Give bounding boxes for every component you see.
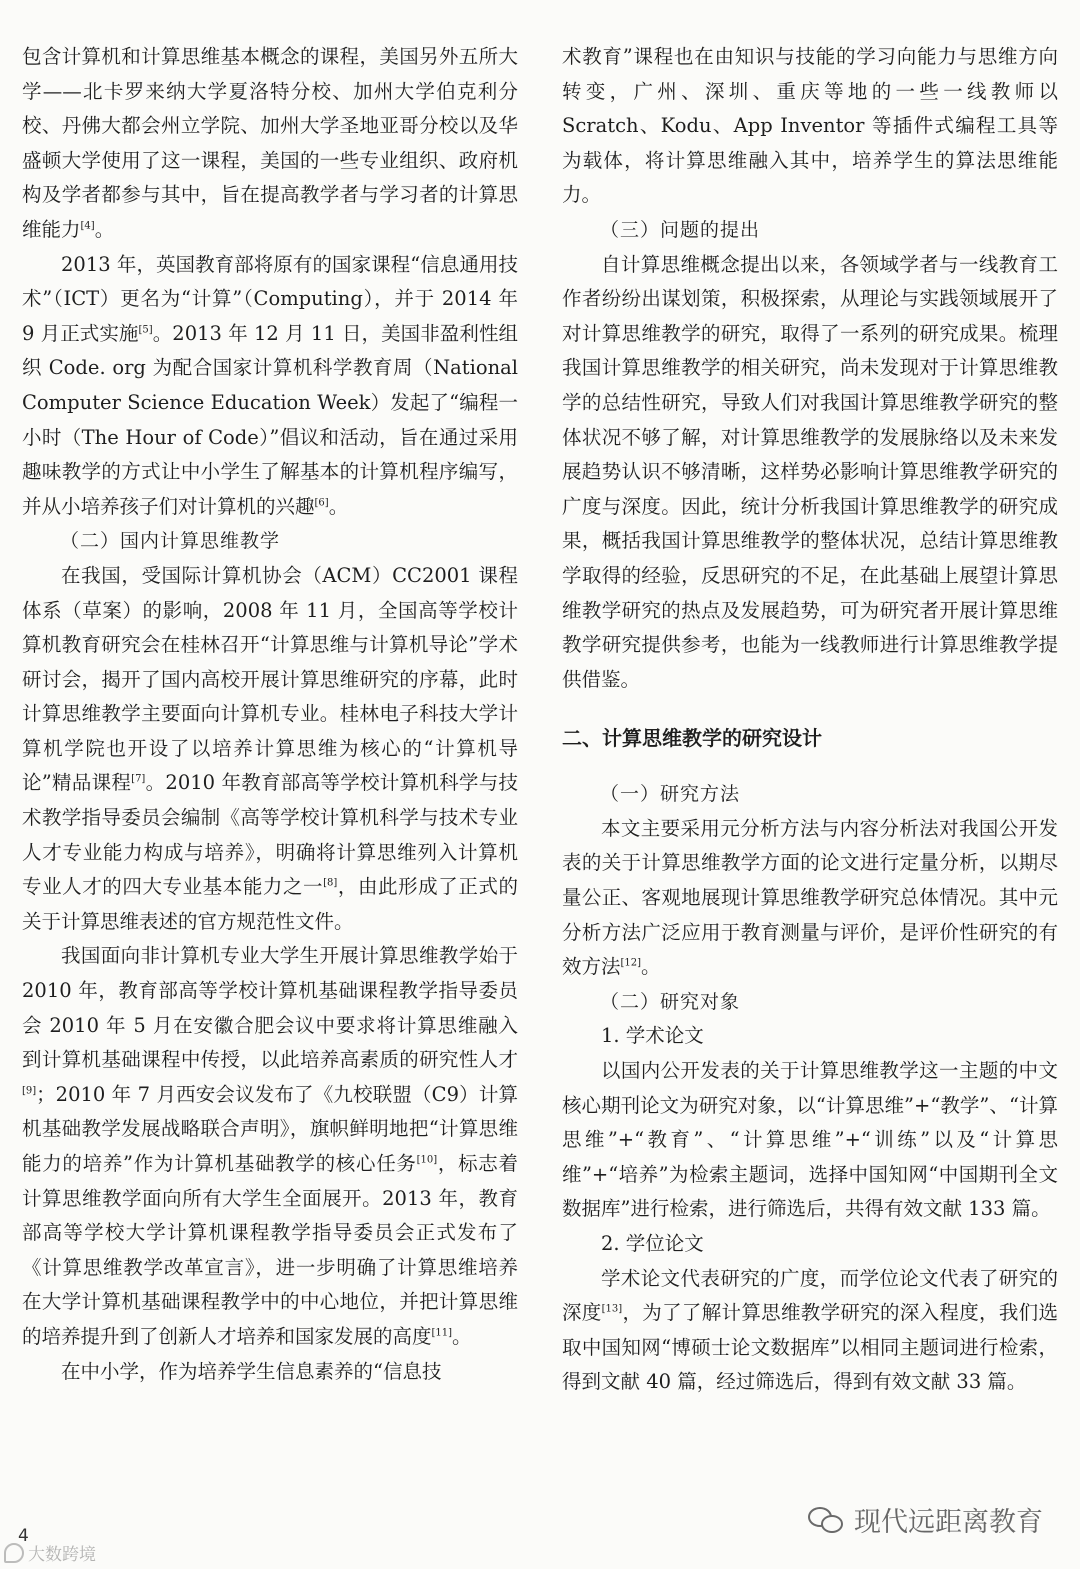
watermark-left-text: 大数跨境 [28, 1545, 96, 1565]
citation-ref: [13] [601, 1303, 623, 1315]
paragraph: 2013 年，英国教育部将原有的国家课程“信息通用技术”（ICT）更名为“计算”（Computing），并于 2014 年 9 月正式实施[5]。2013 年 12 月 11 日，美国非盈利性组织 Code. org 为配合国家计算机科学教育周（National Computer Science Education Week）发起了“编程一小时（The Hour of Code）”倡议和活动，旨在通过采用趣味教学的方式让中小学生了解基本的计算机程序编写，并从小培养孩子们对计算机的兴趣[6]。 [22, 252, 519, 518]
paragraph: 自计算思维概念提出以来，各领域学者与一线教育工作者纷纷出谋划策，积极探索，从理论与实践领域展开了对计算思维教学的研究，取得了一系列的研究成果。梳理我国计算思维教学的相关研究，尚未发现对于计算思维教学的总结性研究，导致人们对我国计算思维教学研究的整体状况不够了解，对计算思维教学的发展脉络以及未来发展趋势认识不够清晰，这样势必影响计算思维教学研究的广度与深度。因此，统计分析我国计算思维教学的研究成果，概括我国计算思维教学的整体状况，总结计算思维教学取得的经验，反思研究的不足，在此基础上展望计算思维教学研究的热点及发展趋势，可为研究者开展计算思维教学研究提供参考，也能为一线教师进行计算思维教学提供借鉴。 [562, 252, 1058, 691]
citation-ref: [6] [314, 497, 329, 509]
citation-ref: [8] [323, 877, 338, 889]
subheading-academic-papers: 1. 学术论文 [601, 1024, 704, 1048]
citation-ref: [9] [22, 1085, 37, 1097]
watermark-right [808, 1500, 1043, 1539]
citation-ref: [12] [620, 957, 642, 969]
paragraph: 包含计算机和计算思维基本概念的课程，美国另外五所大学——北卡罗来纳大学夏洛特分校、加州大学伯克利分校、丹佛大都会州立学院、加州大学圣地亚哥分校以及华盛顿大学使用了这一课程，美国的一些专业组织、政府机构及学者都参与其中，旨在提高教学者与学习者的计算思维能力[4]。 [22, 45, 518, 241]
section-heading: 二、计算思维教学的研究设计 [562, 726, 822, 751]
paragraph: 在我国，受国际计算机协会（ACM）CC2001 课程体系（草案）的影响，2008 年 11 月，全国高等学校计算机教育研究会在桂林召开“计算思维与计算机导论”学术研讨会，揭开了国内高校开展计算思维研究的序幕，此时计算思维教学主要面向计算机专业。桂林电子科技大学计算机学院也开设了以培养计算思维为核心的“计算机导论”精品课程[7]。2010 年教育部高等学校计算机科学与技术教学指导委员会编制《高等学校计算机科学与技术专业人才专业能力构成与培养》，明确将计算思维列入计算机专业人才的四大专业基本能力之一[8]，由此形成了正式的关于计算思维表述的官方规范性文件。 [22, 563, 518, 933]
paragraph: 学术论文代表研究的广度，而学位论文代表了研究的深度[13]，为了了解计算思维教学研究的深入程度，我们选取中国知网“博硕士论文数据库”以相同主题词进行检索，得到文献 40 篇，经过筛选后，得到有效文献 33 篇。 [562, 1266, 1058, 1394]
paragraph: 以国内公开发表的关于计算思维教学这一主题的中文核心期刊论文为研究对象，以“计算思维”+“教学”、“计算思维”+“教育”、“计算思维”+“训练”以及“计算思维”+“培养”为检索主题词，选择中国知网“中国期刊全文数据库”进行检索，进行筛选后，共得有效文献 133 篇。 [562, 1059, 1058, 1221]
watermark-left [4, 1540, 96, 1565]
citation-ref: [7] [131, 773, 146, 785]
right-column [562, 40, 1058, 1400]
subheading-problem: （三）问题的提出 [600, 218, 761, 241]
paragraph: 在中小学，作为培养学生信息素养的“信息技 [61, 1359, 442, 1383]
citation-ref: [11] [431, 1327, 453, 1339]
subheading-degree-theses: 2. 学位论文 [601, 1232, 704, 1255]
page-number: 4 [18, 1526, 29, 1546]
paragraph: 我国面向非计算机专业大学生开展计算思维教学始于 2010 年，教育部高等学校计算机基础课程教学指导委员会 2010 年 5 月在安徽合肥会议中要求将计算思维融入到计算机基础课程中传授，以此培养高素质的研究性人才[9]；2010 年 7 月西安会议发布了《九校联盟（C9）计算机基础教学发展战略联合声明》，旗帜鲜明地把“计算思维能力的培养”作为计算机基础教学的核心任务[10]，标志着计算思维教学面向所有大学生全面展开。2013 年，教育部高等学校大学计算机课程教学指导委员会正式发布了《计算思维教学改革宣言》，进一步明确了计算思维培养在大学计算机基础课程教学中的中心地位，并把计算思维的培养提升到了创新人才培养和国家发展的高度[11]。 [22, 944, 518, 1348]
left-column [22, 40, 518, 1389]
citation-ref: [5] [138, 324, 153, 336]
citation-ref: [4] [80, 220, 95, 232]
subheading-object: （二）研究对象 [600, 990, 741, 1013]
wechat-icon [808, 1505, 846, 1535]
paragraph: 术教育”课程也在由知识与技能的学习向能力与思维方向转变，广州、深圳、重庆等地的一些一线教师以 Scratch、Kodu、App Inventor 等插件式编程工具等为载体，将计算思维融入其中，培养学生的算法思维能力。 [562, 45, 1058, 207]
subheading-method: （一）研究方法 [600, 783, 741, 806]
subheading-domestic: （二）国内计算思维教学 [60, 530, 281, 553]
watermark-right-text: 现代远距离教育 [854, 1507, 1043, 1538]
paragraph: 本文主要采用元分析方法与内容分析法对我国公开发表的关于计算思维教学方面的论文进行定量分析，以期尽量公正、客观地展现计算思维教学研究总体情况。其中元分析方法广泛应用于教育测量与评价，是评价性研究的有效方法[12]。 [562, 816, 1058, 979]
citation-ref: [10] [416, 1154, 438, 1166]
logo-icon [4, 1543, 24, 1563]
